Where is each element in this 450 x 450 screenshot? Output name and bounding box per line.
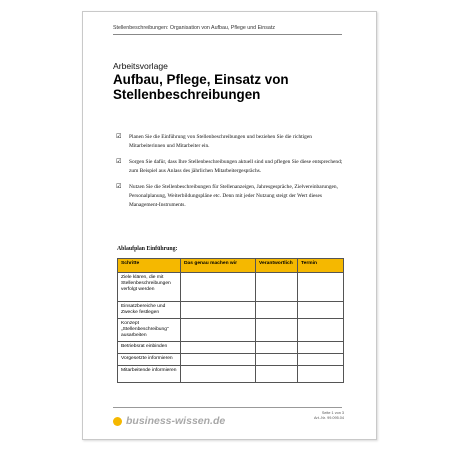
- logo-text: business-wissen.de: [126, 415, 226, 427]
- table-title: Ablaufplan Einführung:: [117, 246, 178, 252]
- checkbox-checked-icon: ☑: [116, 158, 122, 165]
- table-cell-responsible[interactable]: [256, 302, 298, 319]
- document-title: Aufbau, Pflege, Einsatz von Stellenbeschreibungen: [113, 72, 289, 102]
- table-cell-action[interactable]: [181, 273, 256, 302]
- header-divider: [113, 34, 342, 35]
- table-cell-step: Mitarbeitende informieren: [118, 366, 181, 383]
- table-cell-step: Ziele klären, die mit Stellenbeschreibungen verfolgt werden: [118, 273, 181, 302]
- document-page: [82, 11, 377, 440]
- table-cell-deadline[interactable]: [298, 366, 344, 383]
- brand-logo[interactable]: [113, 414, 225, 428]
- table-cell-deadline[interactable]: [298, 342, 344, 354]
- column-header-deadline: Termin: [298, 259, 344, 273]
- checklist-item-text: Sorgen Sie dafür, dass Ihre Stellenbeschreibungen aktuell sind und pflegen Sie diese entsprechend; zum Beispiel aus Anlass des jährlichen Mitarbeitergesprächs.: [129, 159, 343, 174]
- column-header-steps: Schritte: [118, 259, 181, 273]
- checkbox-checked-icon: ☑: [116, 183, 122, 190]
- table-cell-action[interactable]: [181, 354, 256, 366]
- table-cell-responsible[interactable]: [256, 354, 298, 366]
- checklist-item-text: Nutzen Sie die Stellenbeschreibungen für Stellenanzeigen, Jahresgespräche, Zielvereinbarungen, Personalplanung, Weiterbildungspläne etc. Denn mit jeder Nutzung steigt der Wert dieses Management-Instruments.: [129, 184, 338, 208]
- table-cell-action[interactable]: [181, 302, 256, 319]
- table-cell-deadline[interactable]: [298, 273, 344, 302]
- table-cell-step: Betriebsrat einbinden: [118, 342, 181, 354]
- table-row: [118, 319, 344, 342]
- logo-dot-icon: [113, 417, 122, 426]
- page-number: Seite 1 von 3: [321, 411, 344, 415]
- table-cell-action[interactable]: [181, 319, 256, 342]
- footer-divider: [113, 407, 342, 408]
- column-header-actions: Das genau machen wir: [181, 259, 256, 273]
- checklist-item: [116, 183, 346, 210]
- table-cell-step: Konzept „Stellenbeschreibung“ ausarbeiten: [118, 319, 181, 342]
- table-cell-deadline[interactable]: [298, 319, 344, 342]
- table-cell-step: Vorgesetzte informieren: [118, 354, 181, 366]
- footer-meta: [314, 411, 344, 421]
- table-row: [118, 302, 344, 319]
- column-header-responsible: Verantwortlich: [256, 259, 298, 273]
- table-row: [118, 342, 344, 354]
- checkbox-checked-icon: ☑: [116, 133, 122, 140]
- document-kicker: Arbeitsvorlage: [113, 61, 168, 71]
- table-cell-deadline[interactable]: [298, 354, 344, 366]
- table-cell-step: Einsatzbereiche und Zwecke festlegen: [118, 302, 181, 319]
- table-header-row: [118, 259, 344, 273]
- table-cell-action[interactable]: [181, 366, 256, 383]
- running-header: Stellenbeschreibungen: Organisation von Aufbau, Pflege und Einsatz: [113, 25, 275, 31]
- table-cell-responsible[interactable]: [256, 366, 298, 383]
- table-cell-responsible[interactable]: [256, 319, 298, 342]
- rollout-plan-table: [117, 258, 344, 383]
- checklist-item-text: Planen Sie die Einführung von Stellenbeschreibungen und beziehen Sie die richtigen Mitarbeiterinnen und Mitarbeiter ein.: [129, 134, 312, 149]
- checklist-item: [116, 158, 346, 176]
- table-cell-deadline[interactable]: [298, 302, 344, 319]
- checklist: [116, 133, 346, 217]
- table-cell-responsible[interactable]: [256, 273, 298, 302]
- table-row: [118, 273, 344, 302]
- checklist-item: [116, 133, 346, 151]
- article-number: Art.-Nr. 99.095.04: [314, 416, 344, 420]
- table-cell-action[interactable]: [181, 342, 256, 354]
- table-cell-responsible[interactable]: [256, 342, 298, 354]
- table-row: [118, 366, 344, 383]
- table-row: [118, 354, 344, 366]
